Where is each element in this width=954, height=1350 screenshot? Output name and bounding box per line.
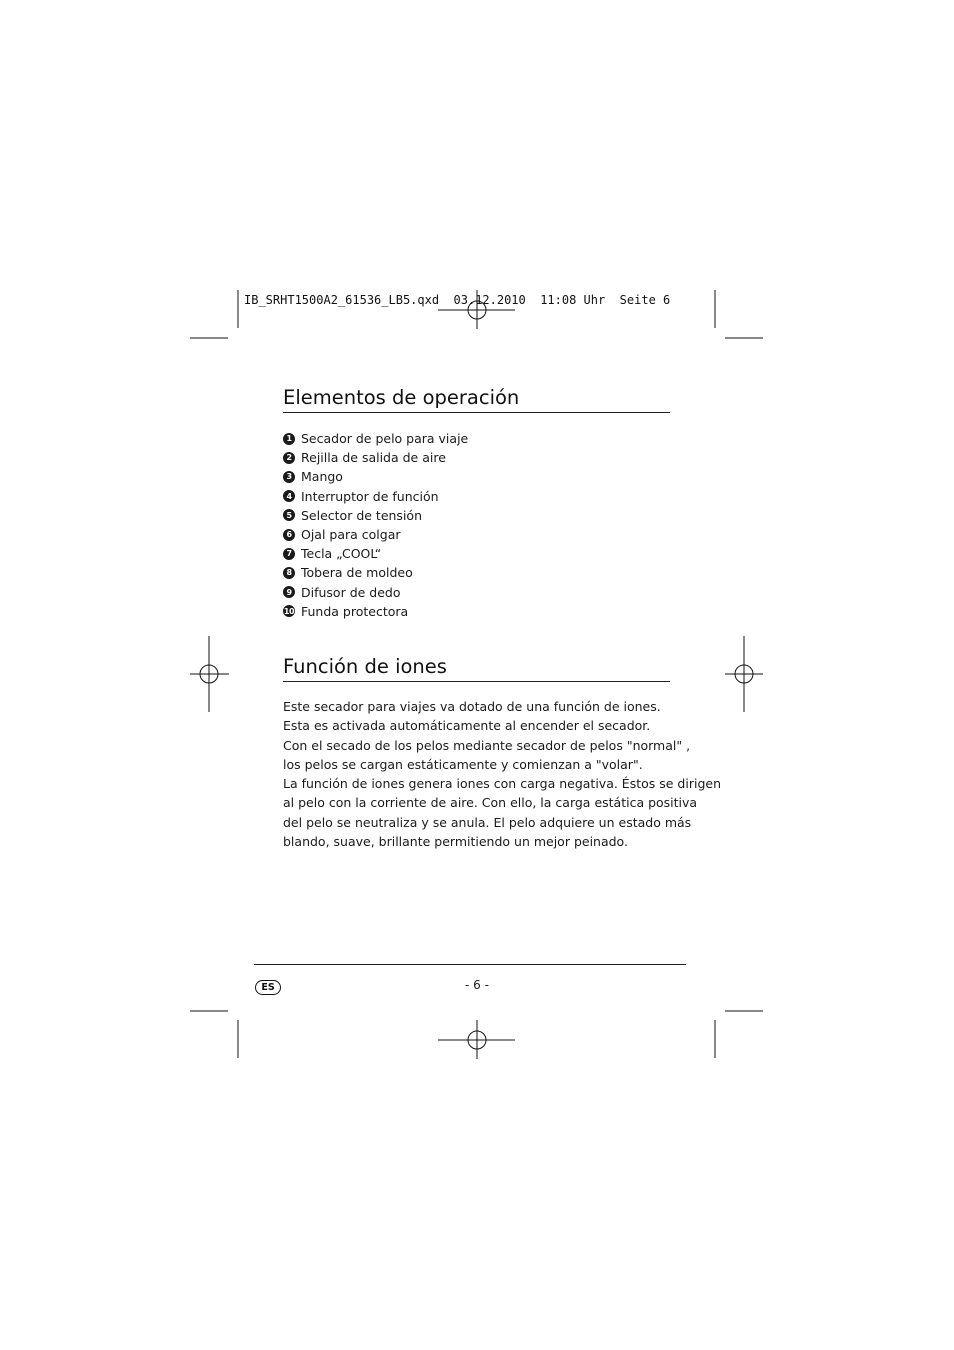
item-number-badge: 9 bbox=[283, 586, 295, 598]
list-item bbox=[283, 506, 468, 525]
section-heading-funcion-iones: Función de iones bbox=[283, 655, 447, 678]
page-number: - 6 - bbox=[465, 978, 489, 992]
list-item bbox=[283, 467, 468, 486]
paragraph-line: blando, suave, brillante permitiendo un mejor peinado. bbox=[283, 834, 628, 850]
item-label: Ojal para colgar bbox=[301, 526, 401, 542]
heading-underline bbox=[283, 681, 670, 682]
item-number-badge: 6 bbox=[283, 529, 295, 541]
footer-divider bbox=[254, 964, 686, 965]
item-number-badge: 5 bbox=[283, 509, 295, 521]
paragraph-line: Con el secado de los pelos mediante secador de pelos "normal" , bbox=[283, 737, 691, 753]
item-number-badge: 8 bbox=[283, 567, 295, 579]
list-item bbox=[283, 429, 468, 448]
item-label: Selector de tensión bbox=[301, 507, 422, 523]
heading-underline bbox=[283, 412, 670, 413]
item-number-badge: 7 bbox=[283, 548, 295, 560]
item-number-badge: 10 bbox=[283, 606, 295, 616]
ion-function-paragraph bbox=[283, 697, 721, 851]
list-item bbox=[283, 487, 468, 506]
item-label: Tobera de moldeo bbox=[301, 565, 413, 581]
item-number-badge: 2 bbox=[283, 452, 295, 464]
item-number-badge: 3 bbox=[283, 471, 295, 483]
item-label: Difusor de dedo bbox=[301, 584, 401, 600]
parts-list bbox=[283, 429, 468, 621]
section-heading-elementos: Elementos de operación bbox=[283, 386, 520, 409]
item-label: Secador de pelo para viaje bbox=[301, 431, 469, 446]
item-label: Funda protectora bbox=[301, 603, 409, 619]
item-number-badge: 1 bbox=[283, 433, 295, 445]
item-label: Rejilla de salida de aire bbox=[301, 450, 446, 466]
paragraph-line: al pelo con la corriente de aire. Con ello, la carga estática positiva bbox=[283, 795, 698, 811]
paragraph-line: Esta es activada automáticamente al encender el secador. bbox=[283, 718, 651, 734]
print-slug-line: IB_SRHT1500A2_61536_LB5.qxd 03.12.2010 11:08 Uhr Seite 6 bbox=[244, 293, 671, 307]
item-label: Interruptor de función bbox=[301, 488, 439, 504]
paragraph-line: del pelo se neutraliza y se anula. El pelo adquiere un estado más bbox=[283, 814, 692, 830]
item-label: Tecla „COOL“ bbox=[301, 546, 382, 562]
item-number-badge: 4 bbox=[283, 490, 295, 502]
item-label: Mango bbox=[301, 469, 343, 485]
list-item bbox=[283, 563, 468, 582]
list-item bbox=[283, 448, 468, 467]
list-item bbox=[283, 583, 468, 602]
paragraph-line: Este secador para viajes va dotado de una función de iones. bbox=[283, 699, 661, 714]
list-item bbox=[283, 602, 468, 621]
list-item bbox=[283, 544, 468, 563]
list-item bbox=[283, 525, 468, 544]
language-badge: ES bbox=[255, 980, 281, 995]
paragraph-line: los pelos se cargan estáticamente y comienzan a "volar". bbox=[283, 756, 643, 772]
paragraph-line: La función de iones genera iones con carga negativa. Éstos se dirigen bbox=[283, 776, 721, 792]
